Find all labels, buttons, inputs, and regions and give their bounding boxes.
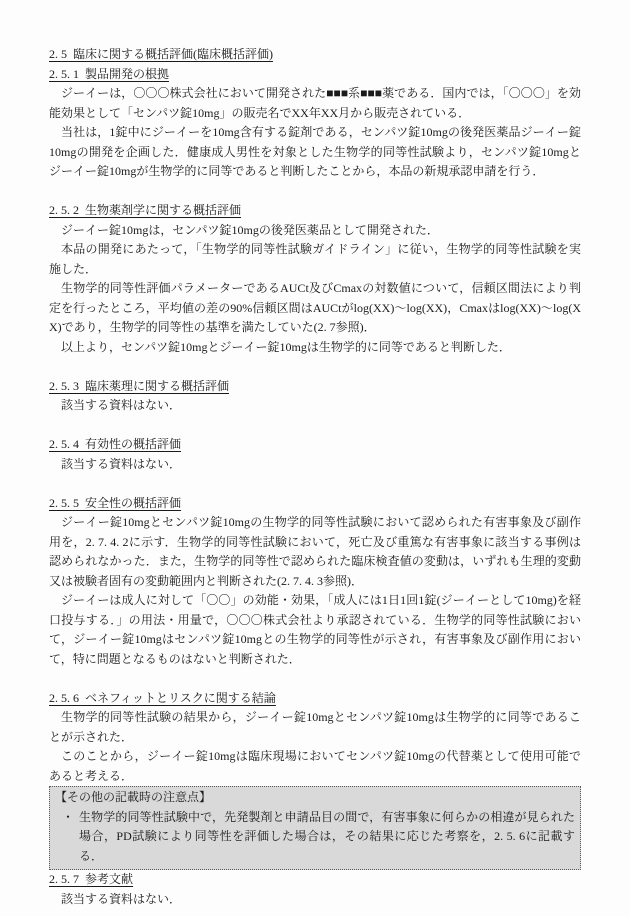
- note-box-title: 【その他の記載時の注意点】: [55, 790, 212, 804]
- section-2-5-1: [49, 65, 581, 182]
- paragraph: ジーイーは，〇〇〇株式会社において開発された■■■系■■■薬である．国内では，「〇〇〇」を効能効果として「センパツ錠10mg」の販売名でXX年XX月から販売されている．: [49, 86, 581, 120]
- note-box-item: [55, 808, 575, 867]
- paragraph: 該当する資料はない．: [61, 891, 182, 906]
- section-heading-2-5-1: 2. 5. 1 製品開発の根拠: [49, 66, 170, 81]
- section-heading-2-5-4: 2. 5. 4 有効性の概括評価: [49, 437, 182, 451]
- bullet-marker: ・: [62, 809, 75, 824]
- section-heading-2-5-6: 2. 5. 6 ベネフィットとリスクに関する結論: [49, 690, 276, 705]
- paragraph: 当社は，1錠中にジーイーを10mg含有する錠剤である，センパツ錠10mgの後発医薬品ジーイー錠10mgの開発を企画した．健康成人男性を対象とした生物学的同等性試験より，センパツ錠10mgとジーイー錠10mgが生物学的に同等であると判断したことから，本品の新規承認申請を行う．: [49, 125, 581, 178]
- section-heading-2-5-5: 2. 5. 5 安全性の概括評価: [49, 495, 182, 510]
- paragraph: ジーイーは成人に対して「〇〇」の効能・効果，「成人には1日1回1錠(ジーイーとして10mg)を経口投与する．」の用法・用量で，〇〇〇株式会社より承認されている．生物学的同等性試験において，ジーイー錠10mgはセンパツ錠10mgとの生物学的同等性が示され，有害事象及び副作用において，特に問題となるものはないと判断された．: [49, 593, 581, 666]
- note-box-item-text: 生物学的同等性試験中で，先発製剤と申請品目の間で，有害事象に何らかの相違が見られた場合，PD試験により同等性を評価した場合は，その結果に応じた考察を，2. 5. 6に記載する．: [79, 809, 575, 863]
- note-box: [49, 786, 581, 870]
- section-heading-2-5-2: 2. 5. 2 生物薬剤学に関する概括評価: [49, 203, 242, 217]
- paragraph: 生物学的同等性評価パラメーターであるAUCt及びCmaxの対数値について，信頼区間法により判定を行ったところ，平均値の差の90%信頼区間はAUCtがlog(XX)～log(XX)，Cmaxはlog(XX)～log(XX)であり，生物学的同等性の基準を満たしていた(2. 7参照)．: [49, 281, 581, 334]
- section-heading-2-5-7: 2. 5. 7 参考文献: [49, 872, 134, 886]
- paragraph: 本品の開発にあたって，「生物学的同等性試験ガイドライン」に従い，生物学的同等性試験を実施した．: [49, 242, 581, 276]
- section-heading-2-5: 2. 5 臨床に関する概括評価(臨床概括評価): [49, 47, 273, 61]
- section-2-5-5: [49, 494, 581, 670]
- paragraph: ジーイー錠10mgとセンパツ錠10mgの生物学的同等性試験において認められた有害事象及び副作用を，2. 7. 4. 2に示す．生物学的同等性試験において，死亡及び重篤な有害事象に該当する事例は認められなかった．また，生物学的同等性で認められた臨床検査値の変動は，いずれも生理的変動又は被験者固有の変動範囲内と判断された(2. 7. 4. 3参照)．: [49, 515, 581, 588]
- section-2-5: [49, 45, 581, 65]
- section-2-5-4: [49, 435, 581, 474]
- paragraph: このことから，ジーイー錠10mgは臨床現場においてセンパツ錠10mgの代替薬として使用可能であると考える．: [49, 749, 581, 783]
- paragraph: ジーイー錠10mgは，センパツ錠10mgの後発医薬品として開発された．: [61, 222, 439, 237]
- section-2-5-3: [49, 377, 581, 416]
- section-2-5-7: [49, 870, 581, 909]
- section-2-5-6: [49, 689, 581, 787]
- paragraph: 該当する資料はない．: [61, 456, 182, 471]
- paragraph: 以上より，センパツ錠10mgとジーイー錠10mgは生物学的に同等であると判断した．: [61, 339, 511, 354]
- section-heading-2-5-3: 2. 5. 3 臨床薬理に関する概括評価: [49, 378, 230, 393]
- paragraph: 生物学的同等性試験の結果から，ジーイー錠10mgとセンパツ錠10mgは生物学的に同等であることが示された．: [49, 710, 581, 744]
- section-2-5-2: [49, 201, 581, 357]
- paragraph: 該当する資料はない．: [61, 398, 182, 412]
